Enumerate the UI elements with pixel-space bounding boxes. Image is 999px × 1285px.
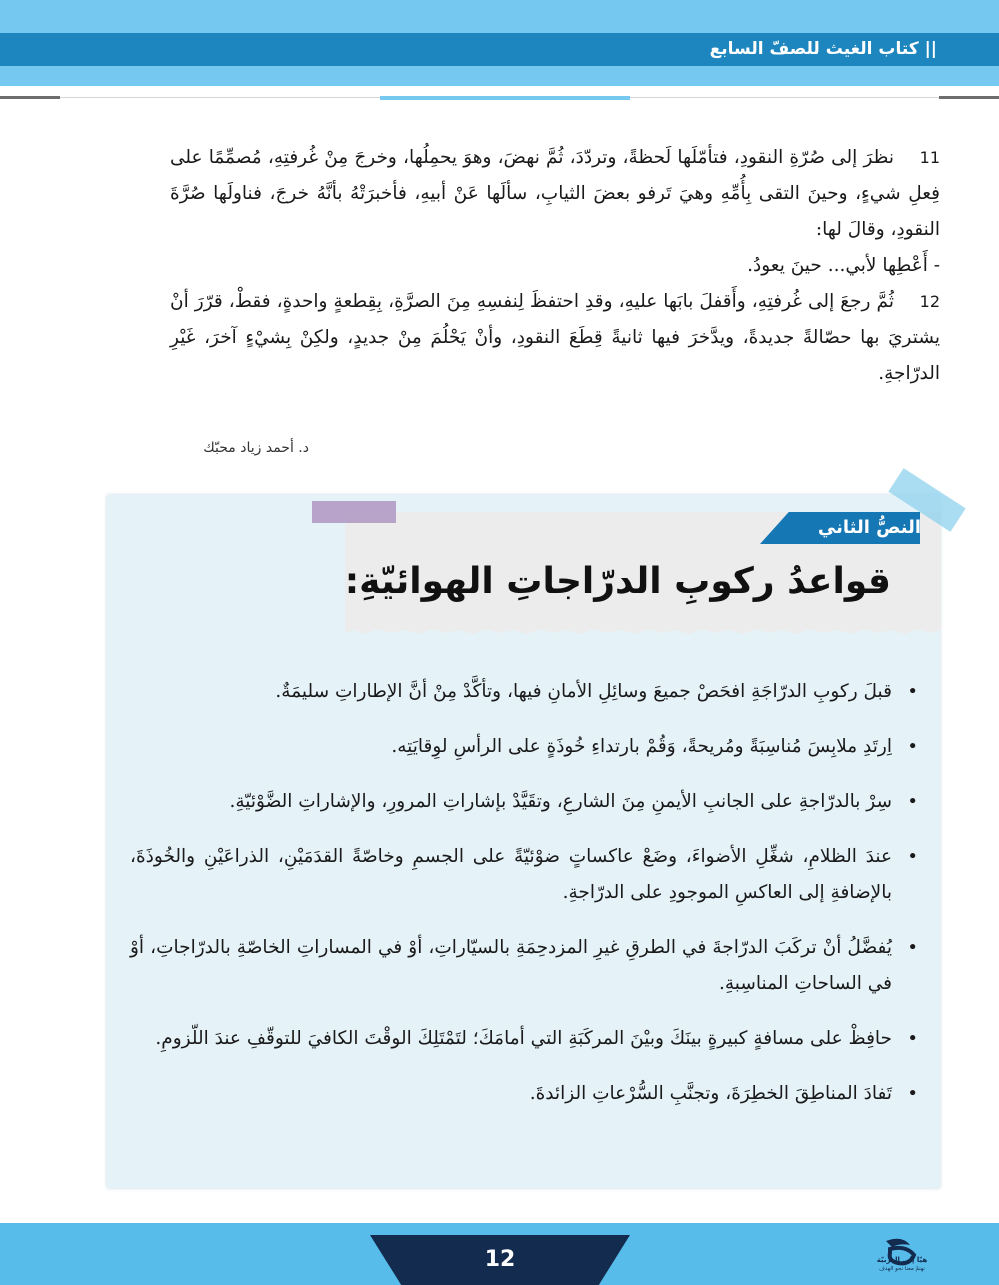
paragraph-12 — [170, 284, 940, 392]
book-title: || كتاب الغيث للصفّ السابع — [709, 39, 937, 59]
bullet-icon: • — [907, 681, 918, 702]
paragraph-text: - أَعْطِها لأبي... حينَ يعودُ. — [747, 255, 940, 276]
rules-list — [130, 674, 922, 1131]
list-item — [130, 1076, 922, 1112]
section-badge-label: النصُّ الثاني — [817, 517, 921, 538]
list-item — [130, 784, 922, 820]
author-name: د. أحمد زياد محبّك — [203, 440, 309, 456]
bullet-icon: • — [907, 846, 918, 867]
list-item — [130, 839, 922, 911]
rule-text: يُفضَّلُ أنْ تركَبَ الدرّاجةَ في الطرقِ غيرِ المزدحِمَةِ بالسيّاراتِ، أوْ في المساراتِ الخاصّةِ بالدرّاجاتِ، أوْ في الساحاتِ المناسِبةِ. — [130, 937, 892, 994]
publisher-logo-text — [866, 1256, 938, 1274]
paragraph-text: ثُمَّ رجعَ إلى غُرفتِهِ، وأَقفلَ بابَها عليهِ، وقدِ احتفظَ لِنفسِهِ مِنَ الصرَّةِ، بِقِطعةٍ واحدةٍ، فقطْ، قرّرَ أنْ يشتريَ بها حصّالةً جديدةً، ويدَّخرَ فيها ثانيةً قِطَعَ النقودِ، وأنْ يَحْلُمَ مِنْ جديدٍ، ولكِنْ بِشيْءٍ آخرَ، غَيْرِ الدرّاجةِ. — [170, 291, 940, 384]
rule-text: حافِظْ على مسافةٍ كبيرةٍ بينَكَ وبيْنَ المركَبَةِ التي أمامَكَ؛ لتَمْتَلِكَ الوقْتَ الكافيَ للتوقّفِ عندَ اللّزومِ. — [155, 1028, 892, 1049]
divider-right — [939, 96, 999, 99]
paragraph-number: 12 — [919, 292, 940, 311]
paragraph-number: 11 — [919, 148, 940, 167]
bullet-icon: • — [907, 736, 918, 757]
box-title: قواعدُ ركوبِ الدرّاجاتِ الهوائيّةِ: — [344, 561, 891, 602]
list-item — [130, 674, 922, 710]
rule-text: قبلَ ركوبِ الدرّاجَةِ افحَصْ جميعَ وسائِلِ الأمانِ فيها، وتأكَّدْ مِنْ أنَّ الإطاراتِ سليمَةٌ. — [275, 681, 892, 702]
dialogue-line — [170, 248, 940, 284]
page-number: 12 — [484, 1247, 516, 1272]
list-item — [130, 930, 922, 1002]
bullet-icon: • — [907, 791, 918, 812]
divider-left — [0, 96, 60, 99]
logo-name: هيّا إلى العربيّة — [876, 1256, 928, 1264]
bullet-icon: • — [907, 1028, 918, 1049]
rule-text: تَفادَ المناطِقَ الخطِرَةَ، وتجنَّبِ السُّرْعاتِ الزائدةَ. — [529, 1083, 892, 1104]
list-item — [130, 1021, 922, 1057]
paragraph-11 — [170, 140, 940, 248]
tape-decoration — [312, 501, 396, 523]
rule-text: اِرتَدِ ملابِسَ مُناسِبَةً ومُريحةً، وَقُمْ بارتداءِ خُوذَةٍ على الرأسِ لوِقايَتِه. — [391, 736, 892, 757]
logo-tagline: نهتمّ معنا نحو الهدف — [879, 1266, 925, 1272]
rule-text: عندَ الظلامِ، شغِّلِ الأضواءَ، وضَعْ عاكساتٍ ضوْئيّةً على الجسمِ وخاصّةً القدَمَيْنِ، الذراعَيْنِ والخُوذَةَ، بالإضافةِ إلى العاكسِ الموجودِ على الدرّاجةِ. — [130, 846, 892, 903]
bullet-icon: • — [907, 1083, 918, 1104]
story-text — [170, 140, 940, 392]
torn-edge — [345, 624, 941, 636]
bullet-icon: • — [907, 937, 918, 958]
rule-text: سِرْ بالدرّاجةِ على الجانبِ الأيمنِ مِنَ الشارعِ، وتقَيَّدْ بإشاراتِ المرورِ، والإشاراتِ الضَّوْئيّةِ. — [229, 791, 892, 812]
header-strip — [0, 66, 999, 86]
list-item — [130, 729, 922, 765]
paragraph-text: نظرَ إلى صُرّةِ النقودِ، فتأمّلَها لَحظةً، وتردّدَ، ثُمَّ نهضَ، وهوَ يحمِلُها، وخرجَ مِنْ غُرفتِهِ، مُصمِّمًا على فِعلِ شيءٍ، وحينَ التقى بِأُمِّهِ وهيَ تَرفو بعضَ الثيابِ، سألَها عَنْ أبيهِ، فأخبرَتْهُ بأنَّهُ خرجَ، فناولَها صُرَّةَ النقودِ، وقالَ لها: — [170, 147, 940, 240]
header-top-band — [0, 0, 999, 33]
divider-center — [380, 96, 630, 100]
